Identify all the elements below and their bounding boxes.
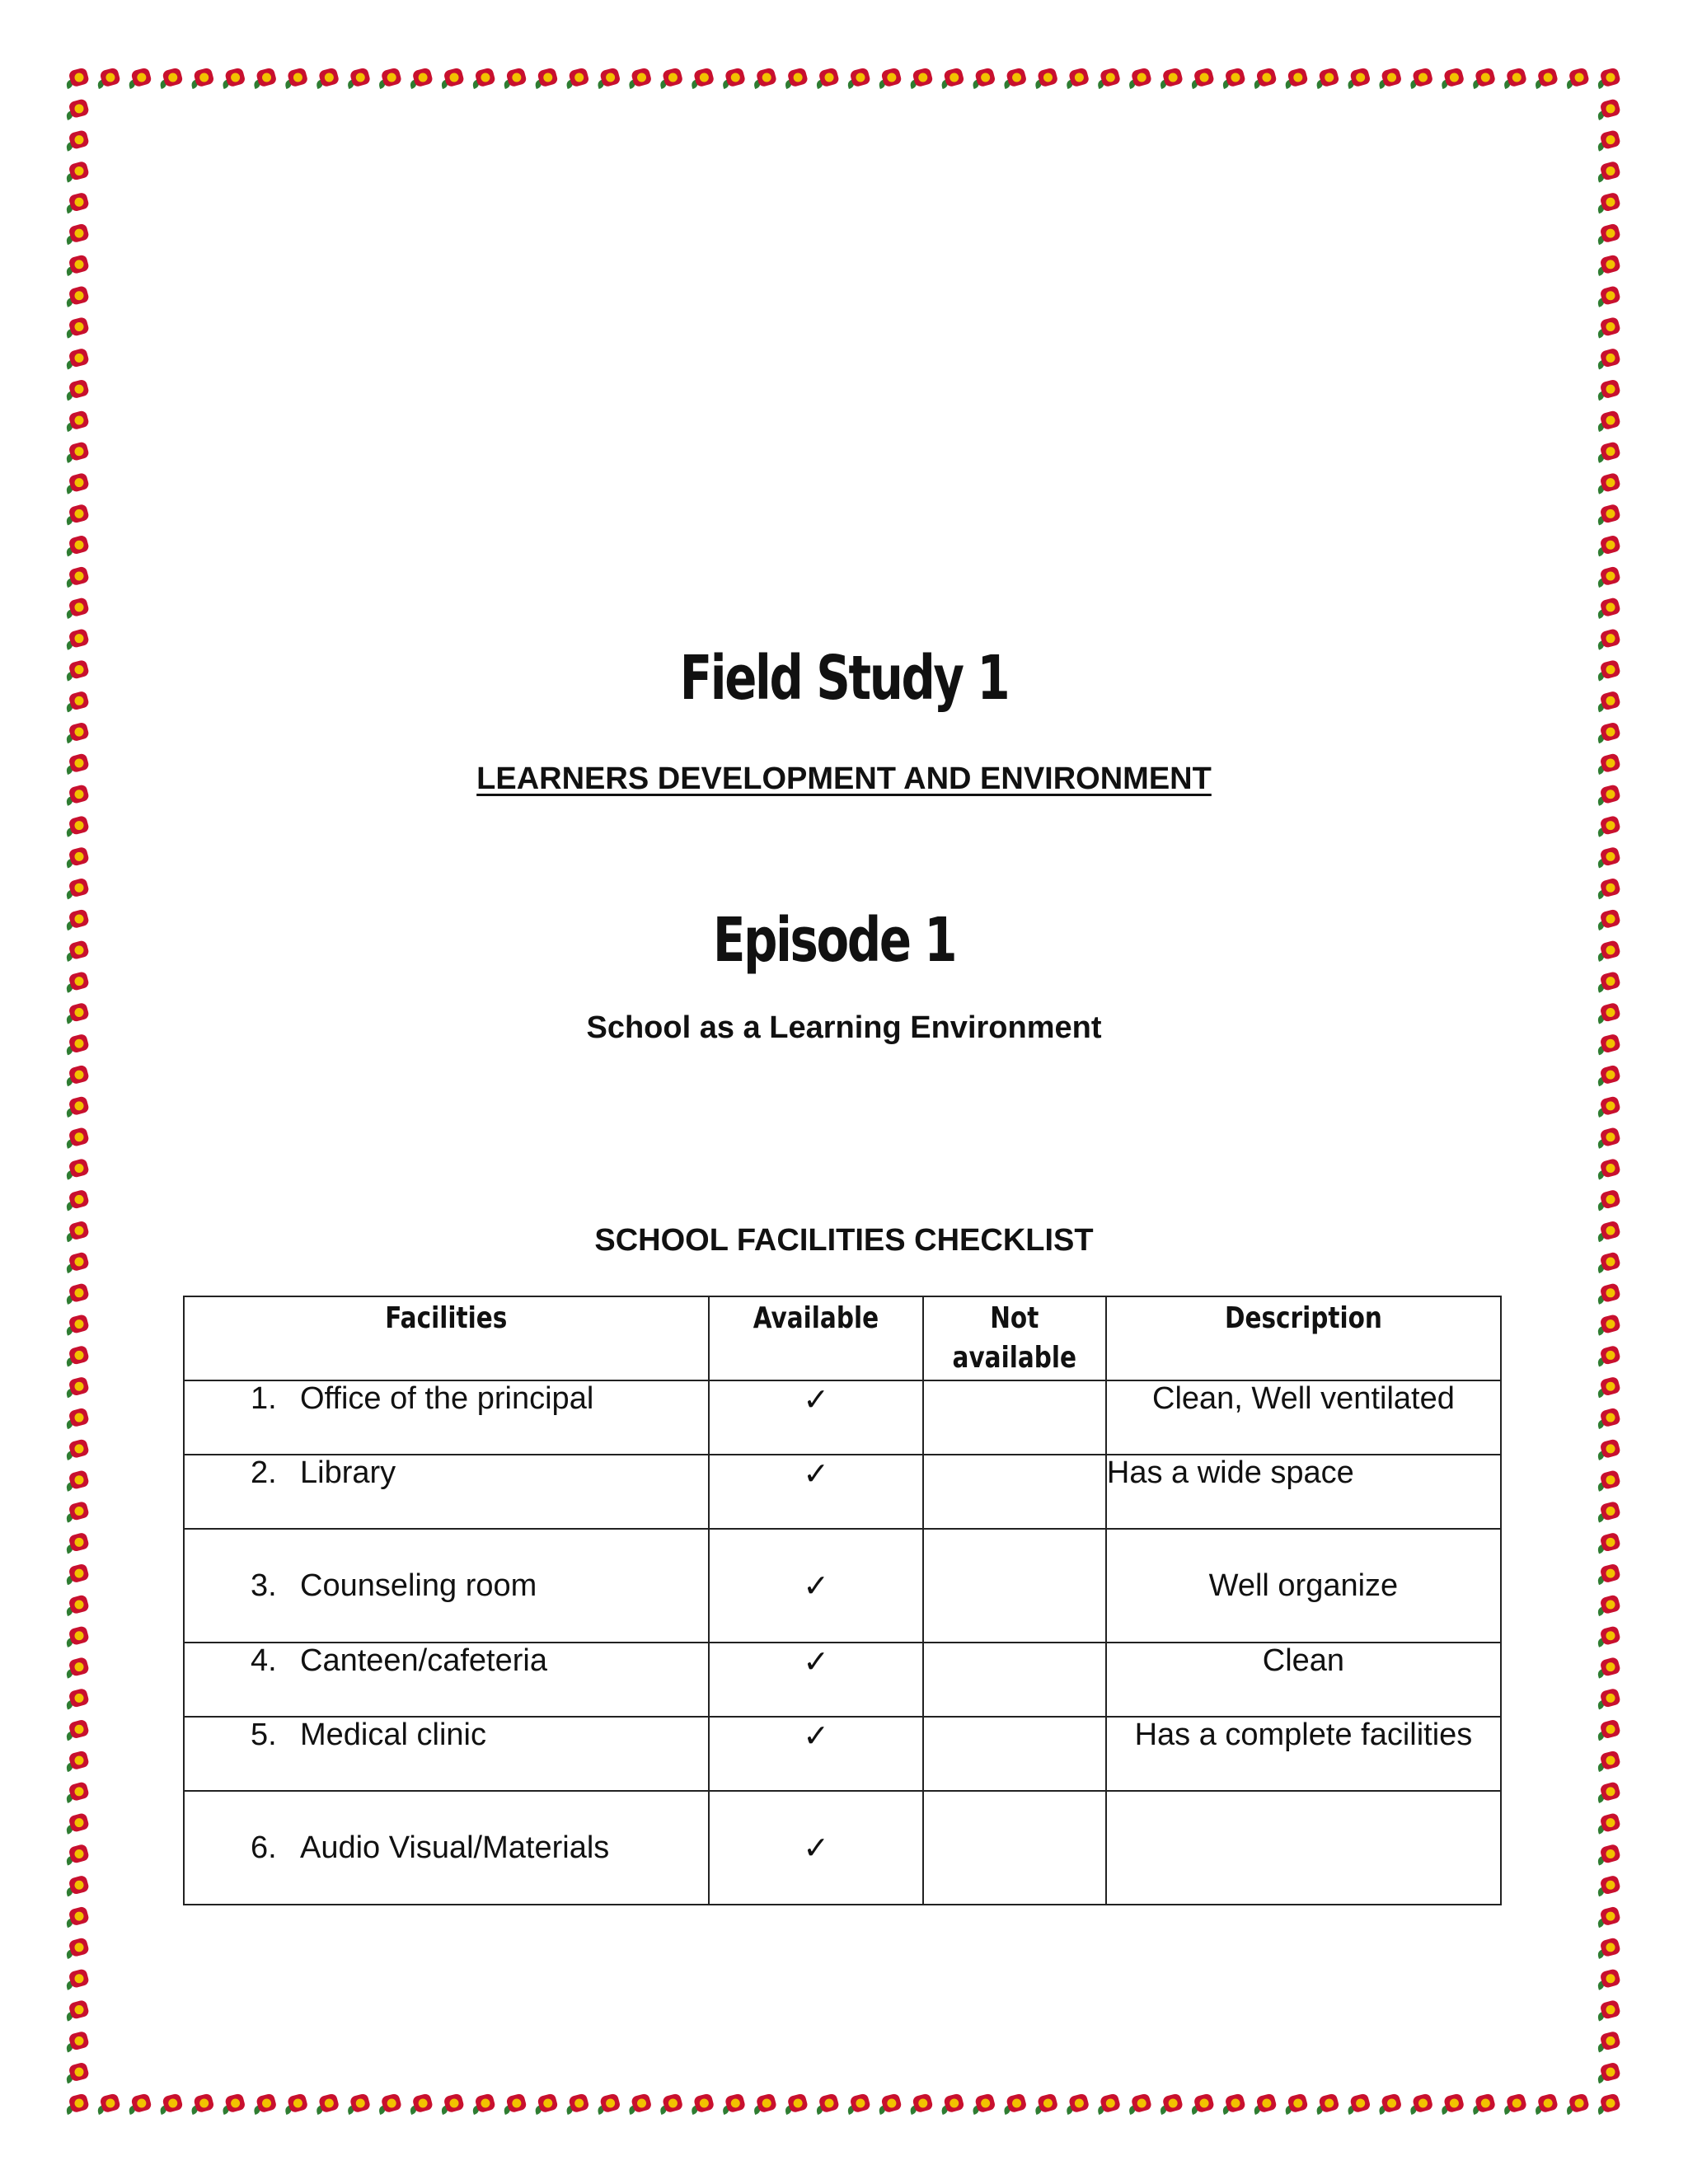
border-flower-icon [1598,2093,1621,2115]
border-flower-icon [911,2093,934,2115]
table-row [184,1717,1501,1791]
header-description: Description [1106,1296,1501,1380]
border-flower-icon [754,67,777,89]
border-flower-icon [1410,67,1433,89]
border-flower-icon [67,846,90,869]
border-flower-icon [67,504,90,526]
border-flower-icon [817,2093,840,2115]
border-flower-icon [1192,67,1215,89]
border-flower-icon [67,971,90,993]
border-flower-icon [1598,348,1621,370]
border-flower-icon [1223,67,1246,89]
border-flower-icon [1598,1407,1621,1429]
border-flower-icon [692,2093,715,2115]
header-not-available-line2: available [952,1341,1077,1375]
border-flower-icon [316,2093,340,2115]
border-flower-icon [67,1127,90,1149]
border-flower-icon [1598,161,1621,183]
not-available-cell [923,1529,1106,1643]
border-flower-icon [567,67,590,89]
border-flower-icon [67,1407,90,1429]
border-flower-icon [1004,2093,1027,2115]
border-flower-icon [1567,2093,1590,2115]
description-cell: Well organize [1106,1529,1501,1643]
border-flower-icon [1254,2093,1278,2115]
available-check: ✓ [709,1643,923,1717]
table-row [184,1380,1501,1455]
border-flower-icon [1286,2093,1309,2115]
border-flower-icon [1598,129,1621,152]
table-row [184,1455,1501,1529]
description-cell: Has a wide space [1106,1455,1501,1529]
border-flower-icon [67,1189,90,1212]
border-flower-icon [254,67,277,89]
facility-number: 5. [251,1718,277,1752]
border-flower-icon [1598,1189,1621,1212]
border-flower-icon [67,1781,90,1803]
border-flower-icon [567,2093,590,2115]
border-flower-icon [67,815,90,837]
border-flower-icon [67,67,90,89]
border-flower-icon [1160,2093,1184,2115]
table-row [184,1643,1501,1717]
border-flower-icon [1004,67,1027,89]
not-available-cell [923,1791,1106,1905]
border-flower-icon [1598,877,1621,899]
border-flower-icon [410,67,434,89]
header-not-available-line1: Not [990,1301,1039,1335]
border-flower-icon [723,2093,746,2115]
border-flower-icon [848,2093,871,2115]
available-check: ✓ [709,1529,923,1643]
border-flower-icon [1598,1532,1621,1554]
border-flower-icon [1035,67,1058,89]
border-flower-icon [1598,316,1621,339]
border-flower-icon [1598,98,1621,120]
border-flower-icon [1129,67,1152,89]
border-flower-icon [67,1594,90,1616]
facility-name: Medical clinic [300,1718,486,1752]
border-flower-icon [1598,378,1621,401]
border-flower-icon [1598,815,1621,837]
border-flower-icon [254,2093,277,2115]
border-flower-icon [1067,67,1090,89]
border-flower-icon [1598,1688,1621,1710]
description-cell: Clean, Well ventilated [1106,1380,1501,1455]
facility-cell [184,1380,709,1455]
episode-title: Episode 1 [713,905,956,976]
border-flower-icon [1598,2061,1621,2083]
border-flower-icon [1598,1563,1621,1585]
border-flower-icon [1598,565,1621,588]
border-flower-icon [67,1750,90,1772]
border-flower-icon [1598,1625,1621,1647]
border-flower-icon [629,2093,652,2115]
border-flower-icon [1598,1968,1621,1990]
not-available-cell [923,1380,1106,1455]
border-flower-icon [285,2093,308,2115]
border-flower-icon [161,67,184,89]
facility-name: Canteen/cafeteria [300,1643,547,1678]
border-flower-icon [785,67,809,89]
border-flower-icon [67,2093,90,2115]
facility-name: Audio Visual/Materials [300,1830,610,1865]
border-flower-icon [442,2093,465,2115]
border-flower-icon [67,1345,90,1367]
border-flower-icon [67,192,90,214]
not-available-cell [923,1717,1106,1791]
border-flower-icon [1598,1999,1621,2022]
border-flower-icon [1473,2093,1496,2115]
border-flower-icon [67,410,90,432]
facility-cell [184,1791,709,1905]
border-flower-icon [67,254,90,276]
border-flower-icon [67,285,90,307]
border-flower-icon [67,348,90,370]
not-available-cell [923,1455,1106,1529]
border-flower-icon [1598,1158,1621,1180]
border-flower-icon [67,1812,90,1835]
table-header-row [184,1296,1501,1380]
border-flower-icon [1598,1282,1621,1305]
border-flower-icon [1317,2093,1340,2115]
border-flower-icon [973,2093,996,2115]
border-flower-icon [67,1469,90,1492]
border-flower-icon [1598,1812,1621,1835]
border-flower-icon [1598,1501,1621,1523]
border-flower-icon [1598,1657,1621,1679]
description-cell [1106,1791,1501,1905]
border-flower-icon [379,67,402,89]
border-flower-icon [1598,1594,1621,1616]
border-flower-icon [1598,691,1621,713]
document-title: Field Study 1 [679,643,1009,714]
border-flower-icon [67,1657,90,1679]
border-flower-icon [1598,1127,1621,1149]
border-flower-icon [1598,285,1621,307]
not-available-cell [923,1643,1106,1717]
border-flower-icon [1379,67,1402,89]
border-flower-icon [1379,2093,1402,2115]
border-flower-icon [1598,67,1621,89]
border-flower-icon [1598,908,1621,930]
border-flower-icon [942,2093,965,2115]
border-flower-icon [911,67,934,89]
border-flower-icon [1098,67,1121,89]
border-flower-icon [67,161,90,183]
border-flower-icon [1504,2093,1527,2115]
border-flower-icon [1598,192,1621,214]
border-flower-icon [504,2093,528,2115]
border-flower-icon [67,691,90,713]
border-flower-icon [1598,1781,1621,1803]
border-flower-icon [1598,1875,1621,1897]
facility-cell [184,1717,709,1791]
border-flower-icon [1598,1905,1621,1928]
border-flower-icon [285,67,308,89]
border-flower-icon [67,129,90,152]
border-flower-icon [1536,67,1559,89]
table-row [184,1529,1501,1643]
header-facilities: Facilities [184,1296,709,1380]
facility-number: 4. [251,1643,277,1678]
border-flower-icon [67,472,90,494]
border-flower-icon [1598,1844,1621,1866]
border-flower-icon [1348,67,1372,89]
border-flower-icon [67,908,90,930]
border-flower-icon [67,2061,90,2083]
border-flower-icon [1192,2093,1215,2115]
border-flower-icon [67,1968,90,1990]
border-flower-icon [598,67,621,89]
border-flower-icon [1598,846,1621,869]
facility-name: Counseling room [300,1568,537,1603]
facility-number: 1. [251,1381,277,1416]
border-flower-icon [410,2093,434,2115]
border-flower-icon [67,1844,90,1866]
border-flower-icon [473,67,496,89]
border-flower-icon [1504,67,1527,89]
border-flower-icon [1035,2093,1058,2115]
border-flower-icon [1160,67,1184,89]
border-flower-icon [1348,2093,1372,2115]
border-flower-icon [67,628,90,650]
border-flower-icon [67,1532,90,1554]
description-cell: Has a complete facilities [1106,1717,1501,1791]
border-flower-icon [98,67,121,89]
border-flower-icon [1598,1314,1621,1336]
facility-cell [184,1529,709,1643]
border-flower-icon [973,67,996,89]
border-flower-icon [1598,441,1621,463]
border-flower-icon [67,316,90,339]
available-check: ✓ [709,1791,923,1905]
header-available: Available [709,1296,923,1380]
border-flower-icon [1598,472,1621,494]
border-flower-icon [1598,1095,1621,1118]
border-flower-icon [129,2093,152,2115]
border-flower-icon [67,1688,90,1710]
border-flower-icon [67,1999,90,2022]
border-flower-icon [1473,67,1496,89]
available-check: ✓ [709,1380,923,1455]
facility-number: 2. [251,1455,277,1490]
border-flower-icon [660,67,683,89]
border-flower-icon [1598,1750,1621,1772]
border-flower-icon [67,1376,90,1399]
facilities-checklist-table [183,1296,1502,1905]
episode-subtitle: School as a Learning Environment [586,1010,1102,1045]
border-flower-icon [1442,2093,1465,2115]
border-flower-icon [67,378,90,401]
border-flower-icon [67,877,90,899]
border-flower-icon [723,67,746,89]
border-flower-icon [879,67,903,89]
border-flower-icon [1598,1937,1621,1959]
border-flower-icon [536,67,559,89]
border-flower-icon [1410,2093,1433,2115]
border-flower-icon [67,1937,90,1959]
border-flower-icon [1098,2093,1121,2115]
border-flower-icon [1598,1064,1621,1086]
table-row [184,1791,1501,1905]
border-flower-icon [223,2093,246,2115]
border-flower-icon [192,67,215,89]
border-flower-icon [67,1718,90,1741]
border-flower-icon [1254,67,1278,89]
border-flower-icon [1317,67,1340,89]
border-flower-icon [817,67,840,89]
border-flower-icon [942,67,965,89]
border-flower-icon [1567,67,1590,89]
facility-cell [184,1643,709,1717]
border-flower-icon [1536,2093,1559,2115]
border-flower-icon [598,2093,621,2115]
border-flower-icon [67,1282,90,1305]
border-flower-icon [67,1875,90,1897]
border-flower-icon [379,2093,402,2115]
available-check: ✓ [709,1455,923,1529]
border-flower-icon [192,2093,215,2115]
facility-name: Office of the principal [300,1381,594,1416]
border-flower-icon [629,67,652,89]
border-flower-icon [1598,628,1621,650]
border-flower-icon [129,67,152,89]
border-flower-icon [67,721,90,743]
border-flower-icon [1223,2093,1246,2115]
border-flower-icon [98,2093,121,2115]
border-flower-icon [67,534,90,556]
document-subtitle [0,762,1688,797]
border-flower-icon [67,1064,90,1086]
border-flower-icon [67,659,90,682]
border-flower-icon [67,223,90,245]
border-flower-icon [442,67,465,89]
border-flower-icon [473,2093,496,2115]
border-flower-icon [67,1501,90,1523]
border-flower-icon [1598,1438,1621,1460]
border-flower-icon [1598,1376,1621,1399]
border-flower-icon [660,2093,683,2115]
checklist-title: SCHOOL FACILITIES CHECKLIST [594,1223,1094,1258]
border-flower-icon [161,2093,184,2115]
border-flower-icon [504,67,528,89]
border-flower-icon [1129,2093,1152,2115]
border-flower-icon [1598,971,1621,993]
border-flower-icon [1286,67,1309,89]
border-flower-icon [1067,2093,1090,2115]
border-flower-icon [1598,2031,1621,2053]
border-flower-icon [1598,410,1621,432]
border-flower-icon [1598,534,1621,556]
border-flower-icon [348,67,371,89]
description-cell: Clean [1106,1643,1501,1717]
border-flower-icon [316,67,340,89]
border-flower-icon [67,98,90,120]
border-flower-icon [67,1438,90,1460]
border-flower-icon [67,1563,90,1585]
border-flower-icon [67,1625,90,1647]
border-flower-icon [348,2093,371,2115]
border-flower-icon [67,1905,90,1928]
border-flower-icon [754,2093,777,2115]
facility-number: 3. [251,1568,277,1603]
border-flower-icon [1598,1469,1621,1492]
border-flower-icon [67,441,90,463]
border-flower-icon [879,2093,903,2115]
border-flower-icon [692,67,715,89]
facility-name: Library [300,1455,396,1490]
border-flower-icon [67,940,90,962]
border-flower-icon [67,1158,90,1180]
border-flower-icon [223,67,246,89]
border-flower-icon [1598,659,1621,682]
border-flower-icon [848,67,871,89]
border-flower-icon [1598,254,1621,276]
border-flower-icon [1598,940,1621,962]
facility-cell [184,1455,709,1529]
border-flower-icon [785,2093,809,2115]
facility-number: 6. [251,1830,277,1865]
document-subtitle-text: LEARNERS DEVELOPMENT AND ENVIRONMENT [476,762,1212,796]
border-flower-icon [67,2031,90,2053]
border-flower-icon [1598,504,1621,526]
border-flower-icon [67,1095,90,1118]
available-check: ✓ [709,1717,923,1791]
header-not-available [923,1296,1106,1380]
border-flower-icon [67,1314,90,1336]
border-flower-icon [536,2093,559,2115]
border-flower-icon [1598,597,1621,619]
border-flower-icon [1598,1718,1621,1741]
border-flower-icon [67,565,90,588]
border-flower-icon [1598,1345,1621,1367]
border-flower-icon [1442,67,1465,89]
border-flower-icon [67,597,90,619]
border-flower-icon [1598,721,1621,743]
border-flower-icon [1598,223,1621,245]
